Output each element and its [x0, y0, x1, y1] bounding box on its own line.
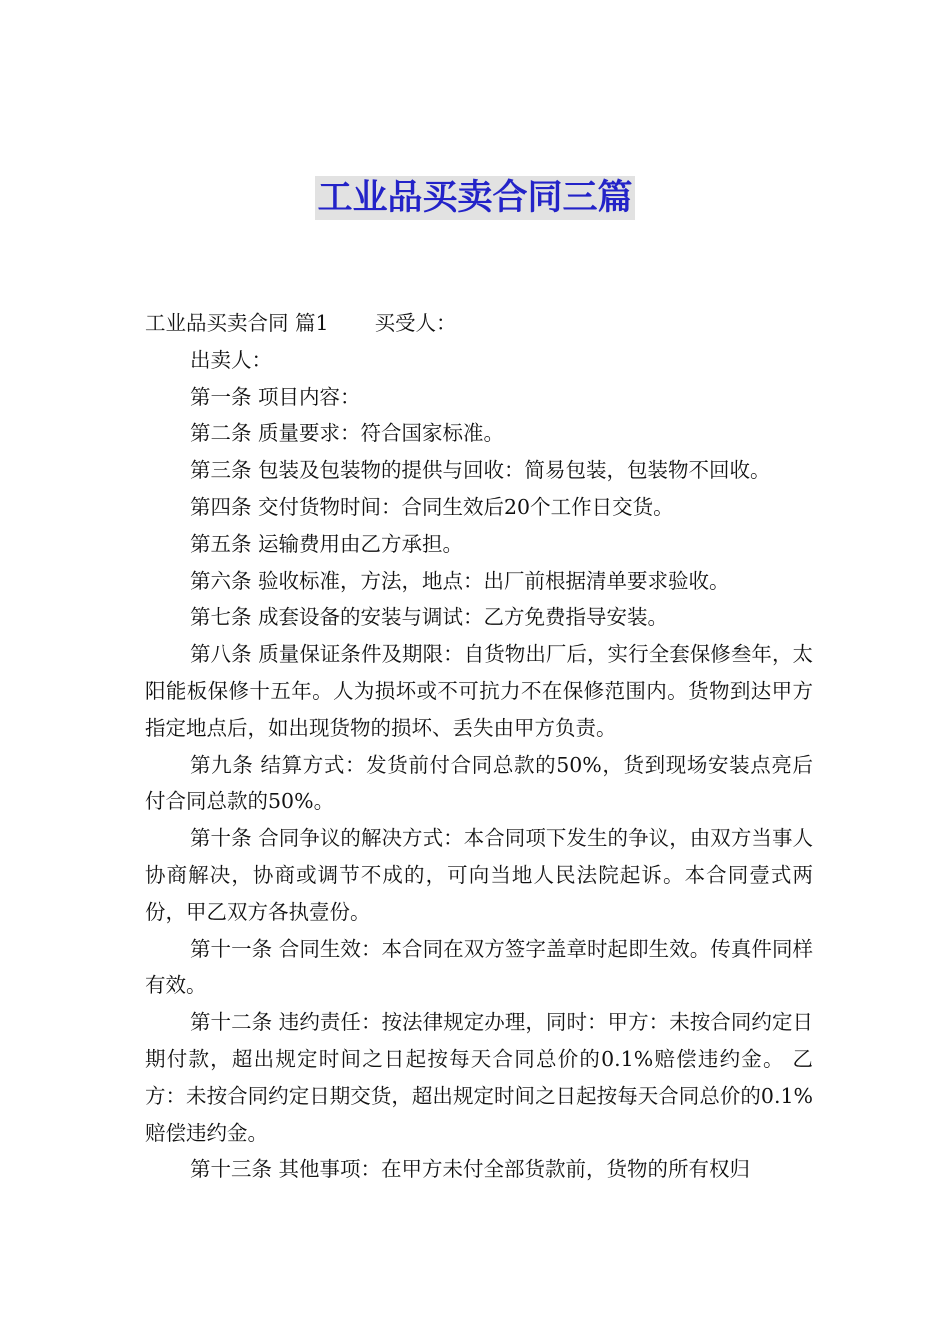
contract-heading-line [145, 305, 813, 342]
buyer-label: 买受人： [374, 311, 457, 335]
clause-13: 第十三条 其他事项：在甲方未付全部货款前，货物的所有权归 [190, 1157, 751, 1182]
contract-body [145, 305, 813, 1188]
seller-line: 出卖人： [190, 347, 272, 372]
title-wrap [0, 176, 950, 220]
clause-3: 第三条 包装及包装物的提供与回收：简易包装，包装物不回收。 [190, 458, 771, 483]
clause-10: 第十条 合同争议的解决方式：本合同项下发生的争议，由双方当事人协商解决，协商或调节不成的，可向当地人民法院起诉。本合同壹式两份，甲乙双方各执壹份。 [145, 826, 813, 924]
clause-8: 第八条 质量保证条件及期限：自货物出厂后，实行全套保修叁年，太阳能板保修十五年。人为损坏或不可抗力不在保修范围内。货物到达甲方指定地点后，如出现货物的损坏、丢失由甲方负责。 [145, 642, 813, 740]
clause-1: 第一条 项目内容： [190, 384, 361, 409]
contract-heading: 工业品买卖合同 篇1 [145, 311, 329, 335]
clause-2: 第二条 质量要求：符合国家标准。 [190, 421, 505, 446]
clause-11: 第十一条 合同生效：本合同在双方签字盖章时起即生效。传真件同样有效。 [145, 936, 813, 998]
clause-6: 第六条 验收标准，方法，地点：出厂前根据清单要求验收。 [190, 568, 730, 593]
clause-5: 第五条 运输费用由乙方承担。 [190, 531, 464, 556]
clause-7: 第七条 成套设备的安装与调试：乙方免费指导安装。 [190, 605, 669, 630]
clause-4: 第四条 交付货物时间：合同生效后20个工作日交货。 [190, 494, 674, 519]
clause-12: 第十二条 违约责任：按法律规定办理，同时：甲方：未按合同约定日期付款，超出规定时间之日起按每天合同总价的0.1%赔偿违约金。 乙方：未按合同约定日期交货，超出规定时间之日起按每天合同总价的0.1%赔偿违约金。 [145, 1010, 813, 1145]
clause-9: 第九条 结算方式：发货前付合同总款的50%，货到现场安装点亮后付合同总款的50%。 [145, 752, 813, 814]
document-title: 工业品买卖合同三篇 [317, 178, 633, 218]
